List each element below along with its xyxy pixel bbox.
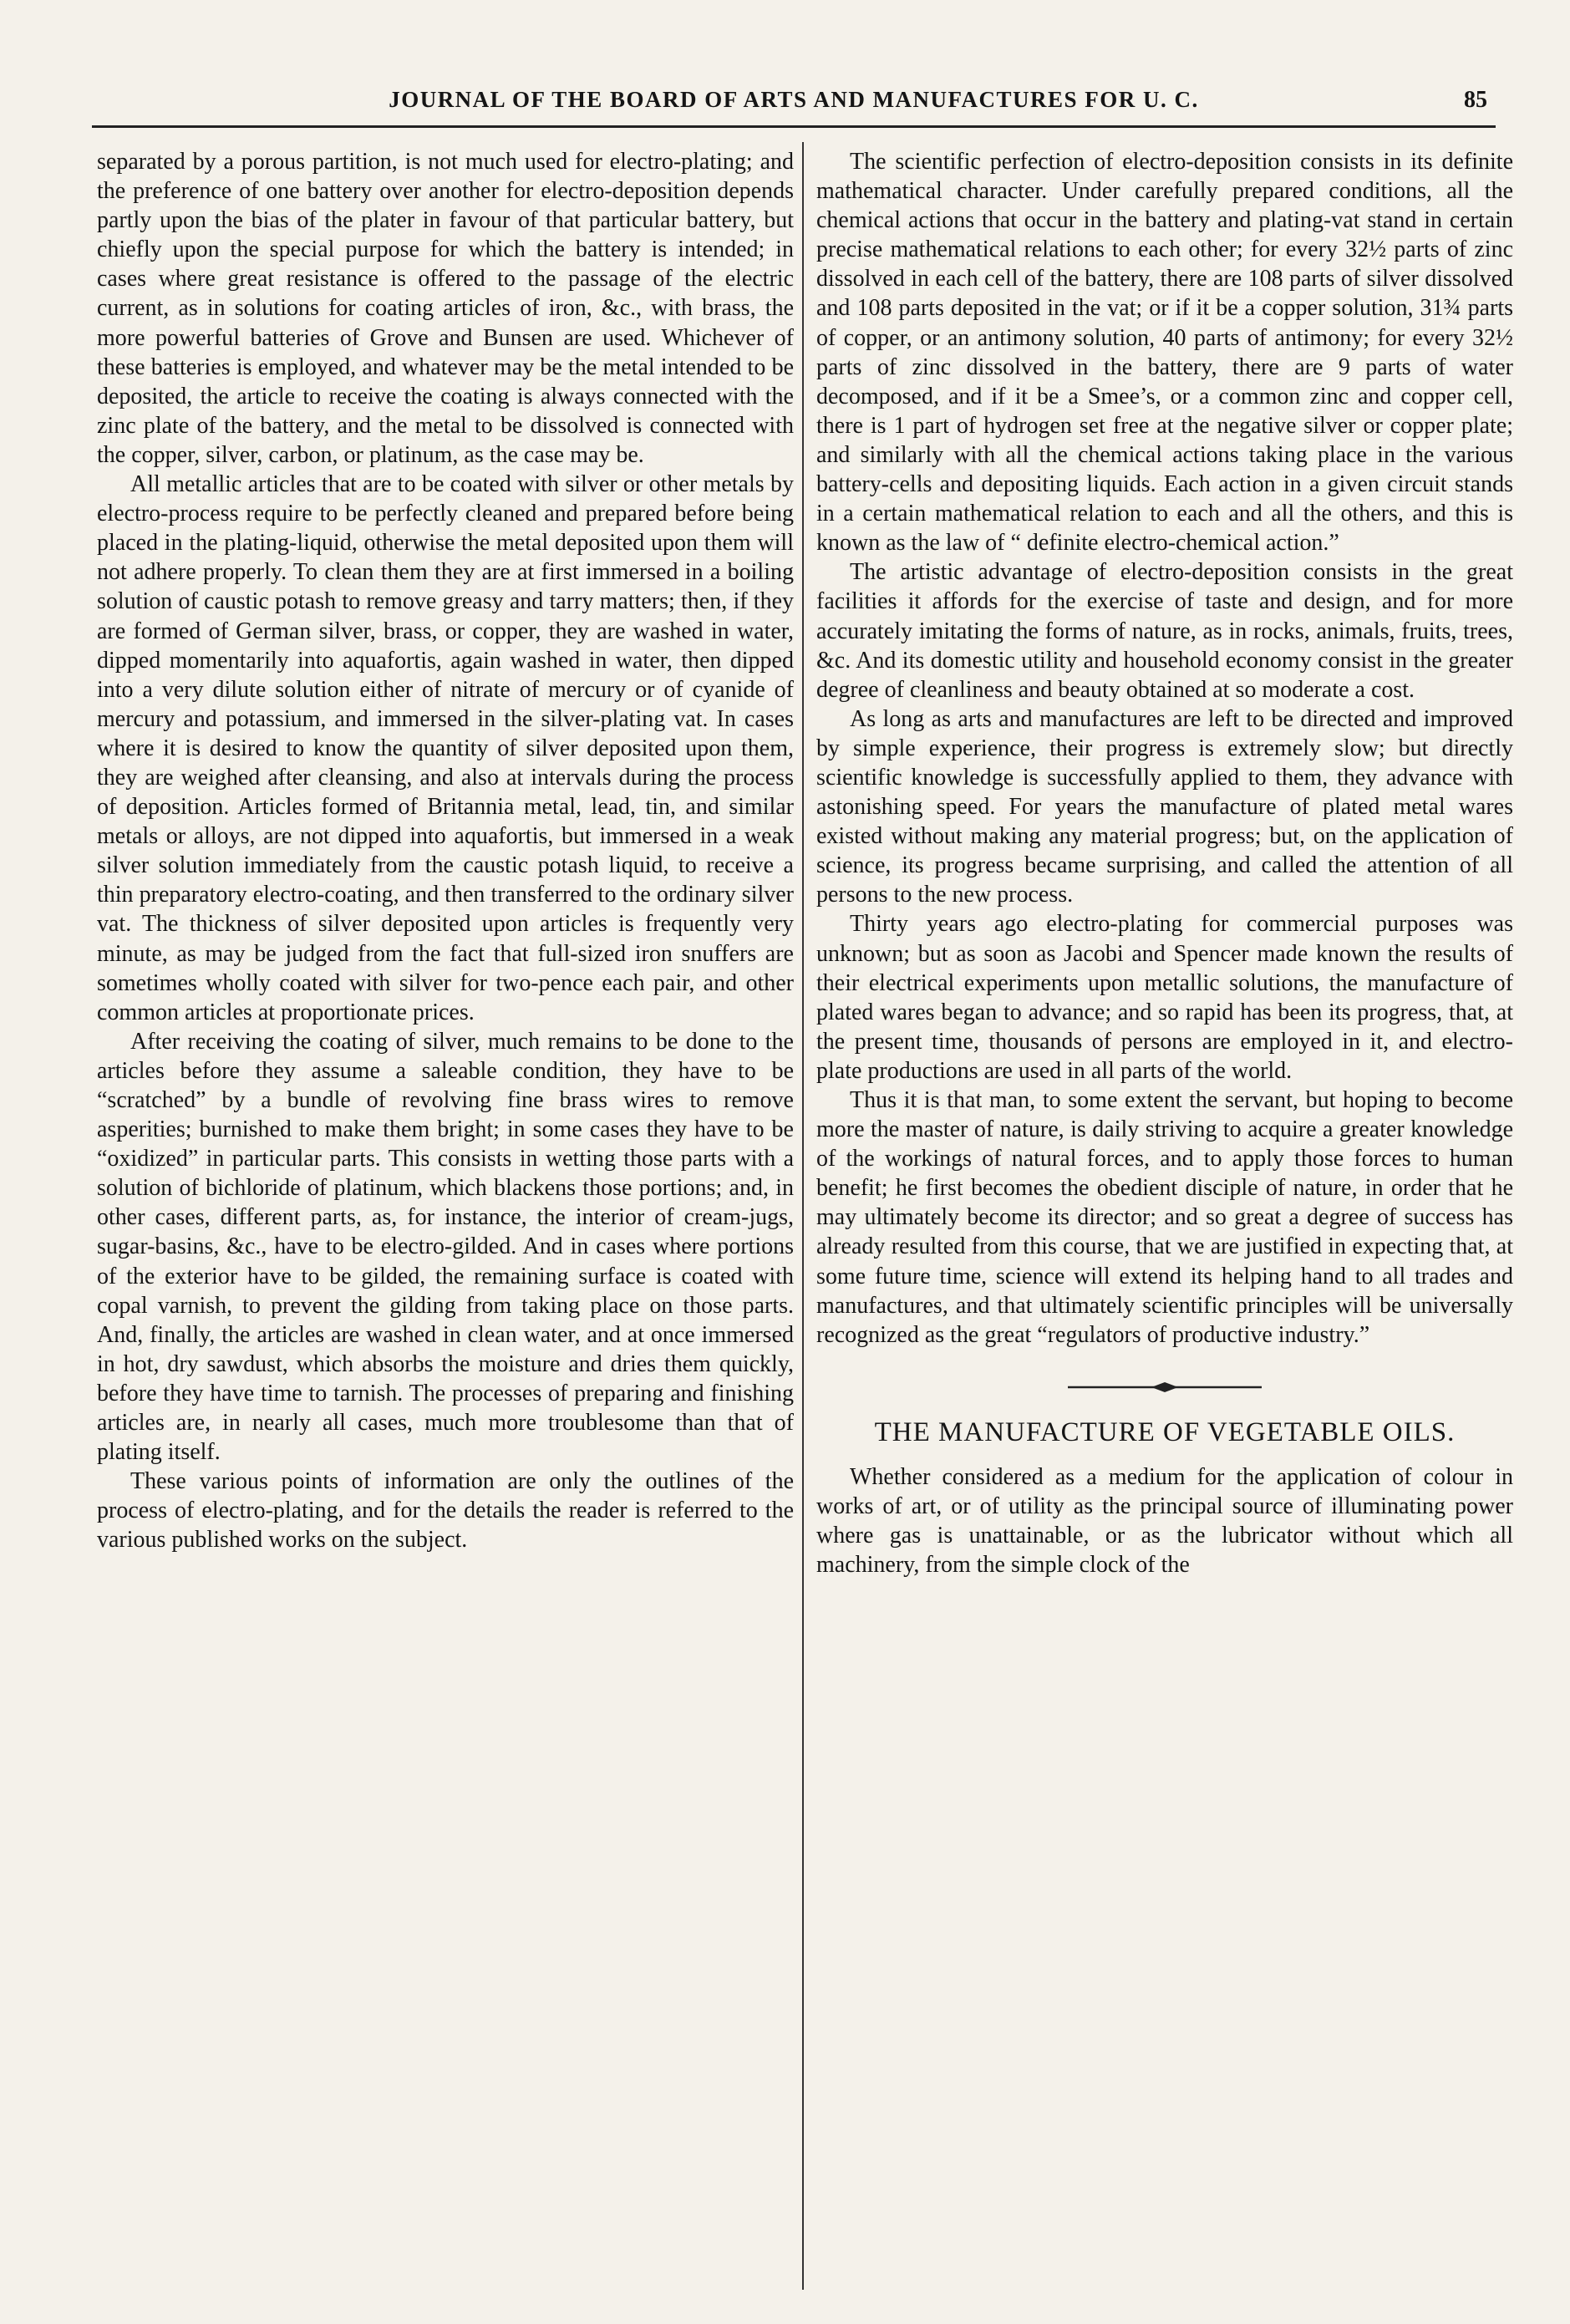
section-ornament: [1064, 1381, 1265, 1393]
page-number: 85: [1464, 87, 1487, 113]
column-divider: [802, 142, 804, 2290]
paragraph: As long as arts and manufactures are left to be directed and improved by simple experience, their progress is extremely slow; but directly scientific knowledge is successfully applied to them, they advance with astonishing speed. For years the manufacture of plated metal wares existed without making any material progress; but, on the application of science, its progress became surprising, and called the attention of all persons to the new process.: [816, 705, 1513, 908]
paragraph: These various points of information are only the outlines of the process of electro-plating, and for the details the reader is referred to the various published works on the subject.: [97, 1468, 794, 1554]
header-rule: [92, 125, 1496, 128]
running-head: [92, 87, 1496, 129]
section-heading: THE MANUFACTURE OF VEGETABLE OILS.: [874, 1416, 1456, 1447]
paragraph: The scientific perfection of electro-deposition consists in its definite mathematical character. Under carefully prepared conditions, all the chemical actions that occur in the battery and plating-vat stand in certain precise mathematical relations to each other; for every 32½ parts of zinc dissolved in each cell of the battery, there are 108 parts of silver dissolved and 108 parts deposited in the vat; or if it be a copper solution, 31¾ parts of copper, or an antimony solution, 40 parts of antimony; for every 32½ parts of zinc dissolved in the battery, there are 9 parts of water decomposed, and if it be a Smee’s, or a common zinc and copper cell, there is 1 part of hydrogen set free at the negative silver or copper plate; and similarly with all the chemical actions taking place in the various battery-cells and depositing liquids. Each action in a given circuit stands in a certain mathematical relation to each and all the others, and this is known as the law of “ definite electro-chemical action.”: [816, 149, 1513, 557]
right-column: [816, 147, 1513, 2278]
paragraph: Whether considered as a medium for the application of colour in works of art, or of utility as the principal source of illuminating power where gas is unattainable, or as the lubricator without which all machinery, from the simple clock of the: [816, 1463, 1513, 1579]
paragraph: The artistic advantage of electro-deposition consists in the great facilities it affords for the exercise of taste and design, and for more accurately imitating the forms of nature, as in rocks, animals, fruits, trees, &c. And its domestic utility and household economy consist in the greater degree of cleanliness and beauty obtained at so moderate a cost.: [816, 559, 1513, 703]
paragraph: Thirty years ago electro-plating for commercial purposes was unknown; but as soon as Jacobi and Spencer made known the results of their electrical experiments upon metallic solutions, the manufacture of plated wares began to advance; and so rapid has been its progress, that, at the present time, thousands of persons are employed in it, and electro-plate productions are used in all parts of the world.: [816, 911, 1513, 1084]
running-title: JOURNAL OF THE BOARD OF ARTS AND MANUFACTURES FOR U. C.: [389, 87, 1199, 112]
left-column: [97, 147, 794, 2278]
paragraph: All metallic articles that are to be coated with silver or other metals by electro-process require to be perfectly cleaned and prepared before being placed in the plating-liquid, otherwise the metal deposited upon them will not adhere properly. To clean them they are at first immersed in a boiling solution of caustic potash to remove greasy and tarry matters; then, if they are formed of German silver, brass, or copper, they are washed in water, dipped momentarily into aquafortis, again washed in water, then dipped into a very dilute solution either of nitrate of mercury or of cyanide of mercury and potassium, and immersed in the silver-plating vat. In cases where it is desired to know the quantity of silver deposited upon them, they are weighed after cleansing, and also at intervals during the process of deposition. Articles formed of Britannia metal, lead, tin, and similar metals or alloys, are not dipped into aquafortis, but immersed in a weak silver solution immediately from the caustic potash liquid, to receive a thin preparatory electro-coating, and then transferred to the ordinary silver vat. The thickness of silver deposited upon articles is frequently very minute, as may be judged from the fact that full-sized iron snuffers are sometimes wholly coated with silver for two-pence each pair, and other common articles at proportionate prices.: [97, 471, 794, 1025]
paragraph: After receiving the coating of silver, much remains to be done to the articles before they assume a saleable condition, they have to be “scratched” by a bundle of revolving fine brass wires to remove asperities; burnished to make them bright; in some cases they have to be “oxidized” in particular parts. This consists in wetting those parts with a solution of bichloride of platinum, which blackens those portions; and, in other cases, different parts, as, for instance, the interior of cream-jugs, sugar-basins, &c., have to be electro-gilded. And in cases where portions of the exterior have to be gilded, the remaining surface is coated with copal varnish, to prevent the gilding from taking place on those parts. And, finally, the articles are washed in clean water, and at once immersed in hot, dry sawdust, which absorbs the moisture and dries them quickly, before they have time to tarnish. The processes of preparing and finishing articles are, in nearly all cases, much more troublesome than that of plating itself.: [97, 1028, 794, 1466]
paragraph: separated by a porous partition, is not much used for electro-plating; and the preference of one battery over another for electro-deposition depends partly upon the bias of the plater in favour of that particular battery, but chiefly upon the special purpose for which the battery is intended; in cases where great resistance is offered to the passage of the electric current, as in solutions for coating articles of iron, &c., with brass, the more powerful batteries of Grove and Bunsen are used. Whichever of these batteries is employed, and whatever may be the metal intended to be deposited, the article to receive the coating is always connected with the zinc plate of the battery, and the metal to be dissolved is connected with the copper, silver, carbon, or platinum, as the case may be.: [97, 149, 794, 468]
paragraph: Thus it is that man, to some extent the servant, but hoping to become more the master of nature, is daily striving to acquire a greater knowledge of the workings of natural forces, and to apply those forces to human benefit; he first becomes the obedient disciple of nature, in order that he may ultimately become its director; and so great a degree of success has already resulted from this course, that we are justified in expecting that, at some future time, science will extend its helping hand to all trades and manufactures, and that ultimately scientific principles will be universally recognized as the great “regulators of productive industry.”: [816, 1087, 1513, 1348]
